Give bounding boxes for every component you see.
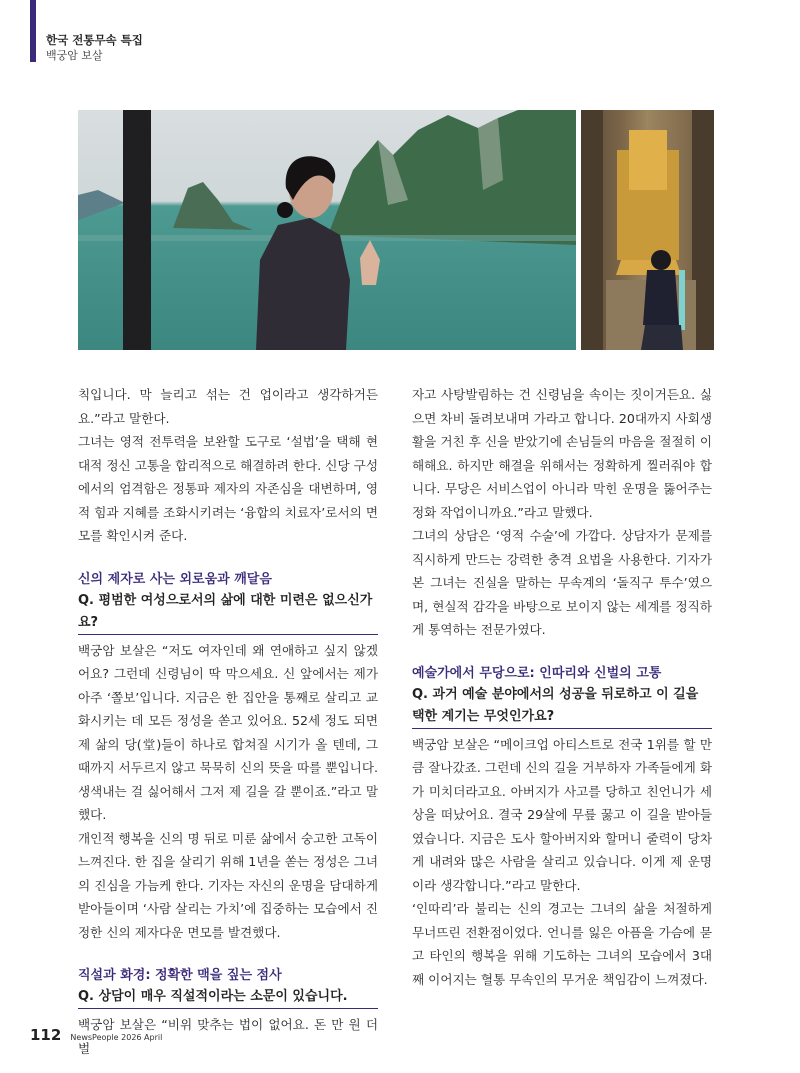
body-paragraph: 그녀는 영적 전투력을 보완할 도구로 ‘설법’을 택해 현대적 정신 고통을 합리적으로 해결하려 한다. 신당 구성에서의 엄격함은 정통파 제자의 자존심을 대변하며, 영적 힘과 지혜를 조화시키려는 ‘융합의 치료자’로서의 면모를 확인시켜 준다.	[78, 434, 378, 543]
photo-kneeling-at-shrine-image	[581, 110, 714, 350]
section-heading: 직설과 화경: 정확한 맥을 짚는 점사	[78, 968, 282, 983]
body-paragraph: 그녀의 상담은 ‘영적 수술’에 가깝다. 상담자가 문제를 직시하게 만드는 강력한 충격 요법을 사용한다. 기자가 본 그녀는 진실을 말하는 무속계의 ‘돌직구 투수’였으며, 현실적 감각을 바탕으로 보이지 않는 세계를 정직하게 통역하는 전문가였다.	[412, 528, 712, 637]
body-paragraph: 백궁암 보살은 “저도 여자인데 왜 연애하고 싶지 않겠어요? 그런데 신령님이 딱 막으세요. 신 앞에서는 제가 아주 ‘쫄보’입니다. 지금은 한 집안을 통째로 살리고 교화시키는 데 모든 정성을 쏟고 있어요. 52세 정도 되면 제 삶의 당(堂)들이 하나로 합쳐질 시기가 올 텐데, 그때까지 서두르지 않고 묵묵히 신의 뜻을 따를 뿐입니다. 생색내는 걸 싫어해서 그저 제 길을 갈 뿐이죠.”라고 말했다.	[78, 642, 378, 822]
page-number: 112	[30, 1026, 62, 1044]
photo-kneeling-at-shrine	[581, 110, 714, 350]
body-paragraph: ‘인따리’라 불리는 신의 경고는 그녀의 삶을 처절하게 무너뜨린 전환점이었다. 언니를 잃은 아픔을 가슴에 묻고 타인의 행복을 위해 기도하는 그녀의 모습에서 3대째 이어지는 혈통 무속인의 무거운 책임감이 느껴졌다.	[412, 901, 712, 987]
section-title: 한국 전통무속 특집	[46, 33, 143, 47]
header-accent-bar	[30, 0, 36, 62]
left-column	[78, 383, 378, 1060]
right-column	[412, 383, 712, 991]
section-heading: 예술가에서 무당으로: 인따리와 신벌의 고통	[412, 665, 662, 681]
body-paragraph: 자고 사탕발림하는 건 신령님을 속이는 짓이거든요. 싫으면 차비 돌려보내며 가라고 합니다. 20대까지 사회생활을 거친 후 신을 받았기에 손님들의 마음을 절절히 이해해요. 하지만 해결을 위해서는 정확하게 찔러줘야 합니다. 무당은 서비스업이 아니라 막힌 운명을 뚫어주는 정화 작업이니까요.”라고 말했다.	[412, 387, 712, 520]
body-paragraph: 백궁암 보살은 “메이크업 아티스트로 전국 1위를 할 만큼 잘나갔죠. 그런데 신의 길을 거부하자 가족들에게 화가 미치더라고요. 아버지가 사고를 당하고 친언니가 세상을 떠났어요. 결국 29살에 무릎 꿇고 이 길을 받아들였습니다. 지금은 도사 할아버지와 할머니 줄력이 당차게 내려와 많은 사람을 살리고 있습니다. 이게 제 운명이라 생각합니다.”라고 말한다.	[412, 736, 712, 893]
photo-praying-on-boat-image	[78, 110, 576, 350]
interview-question: Q. 과거 예술 분야에서의 성공을 뒤로하고 이 길을 택한 계기는 무엇인가요?	[412, 684, 712, 729]
interview-question: Q. 상담이 매우 직설적이라는 소문이 있습니다.	[78, 986, 378, 1009]
magazine-issue: NewsPeople 2026 April	[70, 1033, 163, 1042]
photo-praying-on-boat	[78, 110, 576, 350]
body-paragraph: 개인적 행복을 신의 명 뒤로 미룬 삶에서 숭고한 고독이 느껴진다. 한 집을 살리기 위해 1년을 쏟는 정성은 그녀의 진심을 가늠케 한다. 기자는 자신의 운명을 담대하게 받아들이며 ‘사람 살리는 가치’에 집중하는 모습에서 진정한 신의 제자다운 면모를 발견했다.	[78, 830, 378, 940]
section-subtitle: 백궁암 보살	[46, 49, 103, 62]
body-paragraph: 백궁암 보살은 “비위 맞추는 법이 없어요. 돈 만 원 더 벌	[78, 1017, 378, 1056]
interview-question: Q. 평범한 여성으로서의 삶에 대한 미련은 없으신가요?	[78, 590, 378, 635]
section-heading: 신의 제자로 사는 외로움과 깨달음	[78, 571, 272, 587]
body-paragraph: 칙입니다. 막 늘리고 섞는 건 업이라고 생각하거든요.”라고 말한다.	[78, 387, 378, 426]
page-footer	[30, 1025, 162, 1044]
